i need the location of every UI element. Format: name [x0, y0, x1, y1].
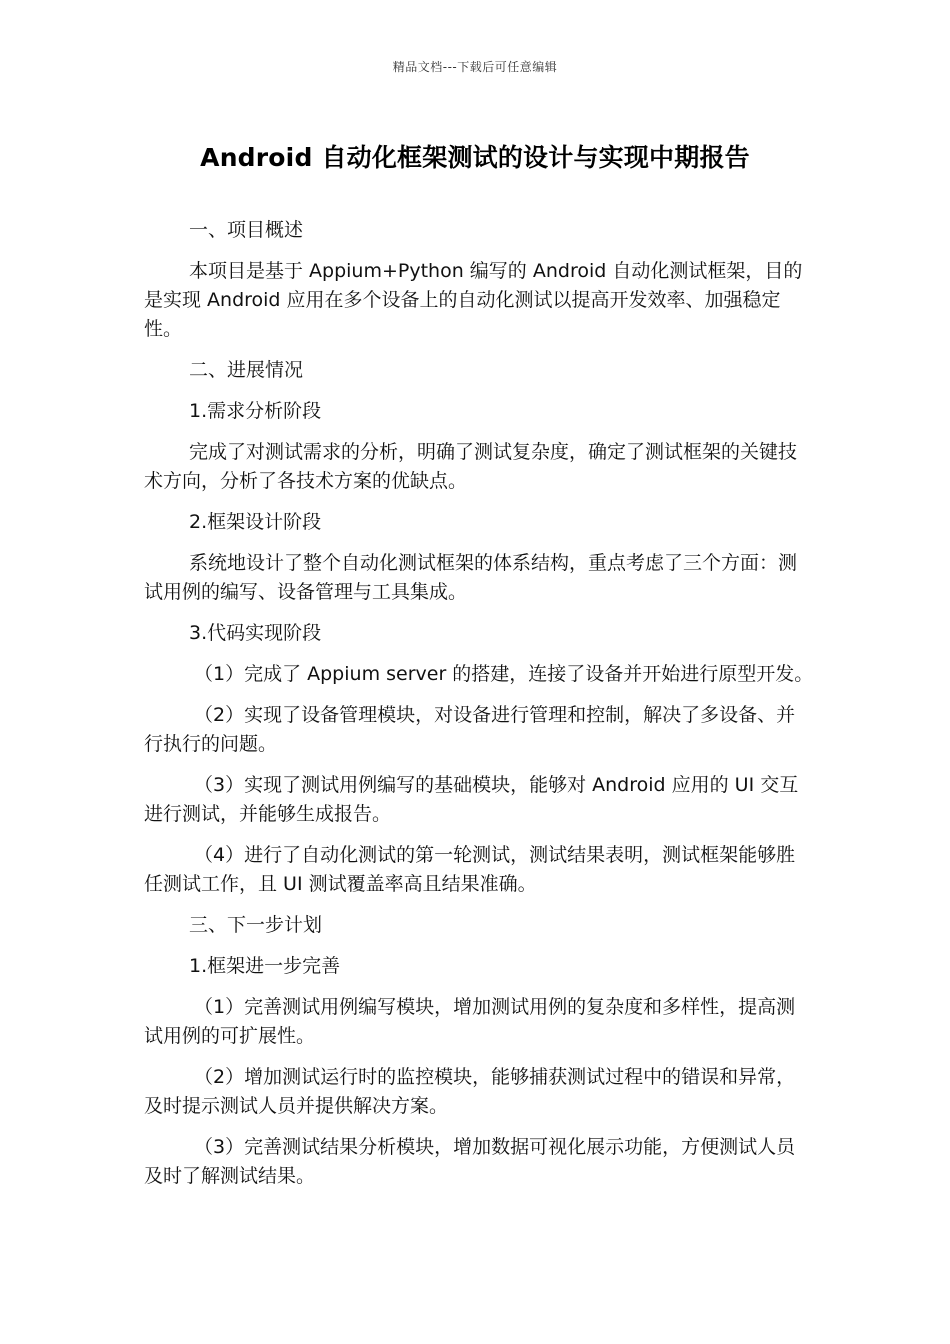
- subheading-framework-design: 2.框架设计阶段: [189, 511, 322, 533]
- header-note: 精品文档---下载后可任意编辑: [392, 60, 558, 74]
- section-heading-overview: 一、项目概述: [189, 219, 304, 241]
- list-item-plan-3: （3）完善测试结果分析模块，增加数据可视化展示功能，方便测试人员及时了解测试结果。: [144, 1136, 796, 1187]
- list-item-plan-1: （1）完善测试用例编写模块，增加测试用例的复杂度和多样性，提高测试用例的可扩展性。: [144, 996, 796, 1047]
- list-item-implementation-1: （1）完成了 Appium server 的搭建，连接了设备并开始进行原型开发。: [194, 663, 814, 685]
- document-body: [144, 216, 814, 1203]
- section-heading-next-steps: 三、下一步计划: [189, 914, 323, 936]
- subheading-framework-improve: 1.框架进一步完善: [189, 955, 341, 977]
- paragraph-overview: 本项目是基于 Appium+Python 编写的 Android 自动化测试框架，目的是实现 Android 应用在多个设备上的自动化测试以提高开发效率、加强稳定性。: [144, 260, 803, 340]
- paragraph-requirements: 完成了对测试需求的分析，明确了测试复杂度，确定了测试框架的关键技术方向，分析了各技术方案的优缺点。: [144, 441, 798, 492]
- subheading-requirements: 1.需求分析阶段: [189, 400, 322, 422]
- list-item-implementation-2: （2）实现了设备管理模块，对设备进行管理和控制，解决了多设备、并行执行的问题。: [144, 704, 796, 755]
- list-item-plan-2: （2）增加测试运行时的监控模块，能够捕获测试过程中的错误和异常，及时提示测试人员并提供解决方案。: [144, 1066, 796, 1117]
- section-heading-progress: 二、进展情况: [189, 359, 304, 381]
- list-item-implementation-4: （4）进行了自动化测试的第一轮测试，测试结果表明，测试框架能够胜任测试工作，且 UI 测试覆盖率高且结果准确。: [144, 844, 796, 895]
- list-item-implementation-3: （3）实现了测试用例编写的基础模块，能够对 Android 应用的 UI 交互进行测试，并能够生成报告。: [144, 774, 799, 825]
- subheading-implementation: 3.代码实现阶段: [189, 622, 322, 644]
- document-title: Android 自动化框架测试的设计与实现中期报告: [200, 143, 750, 172]
- paragraph-framework-design: 系统地设计了整个自动化测试框架的体系结构，重点考虑了三个方面：测试用例的编写、设备管理与工具集成。: [144, 552, 798, 603]
